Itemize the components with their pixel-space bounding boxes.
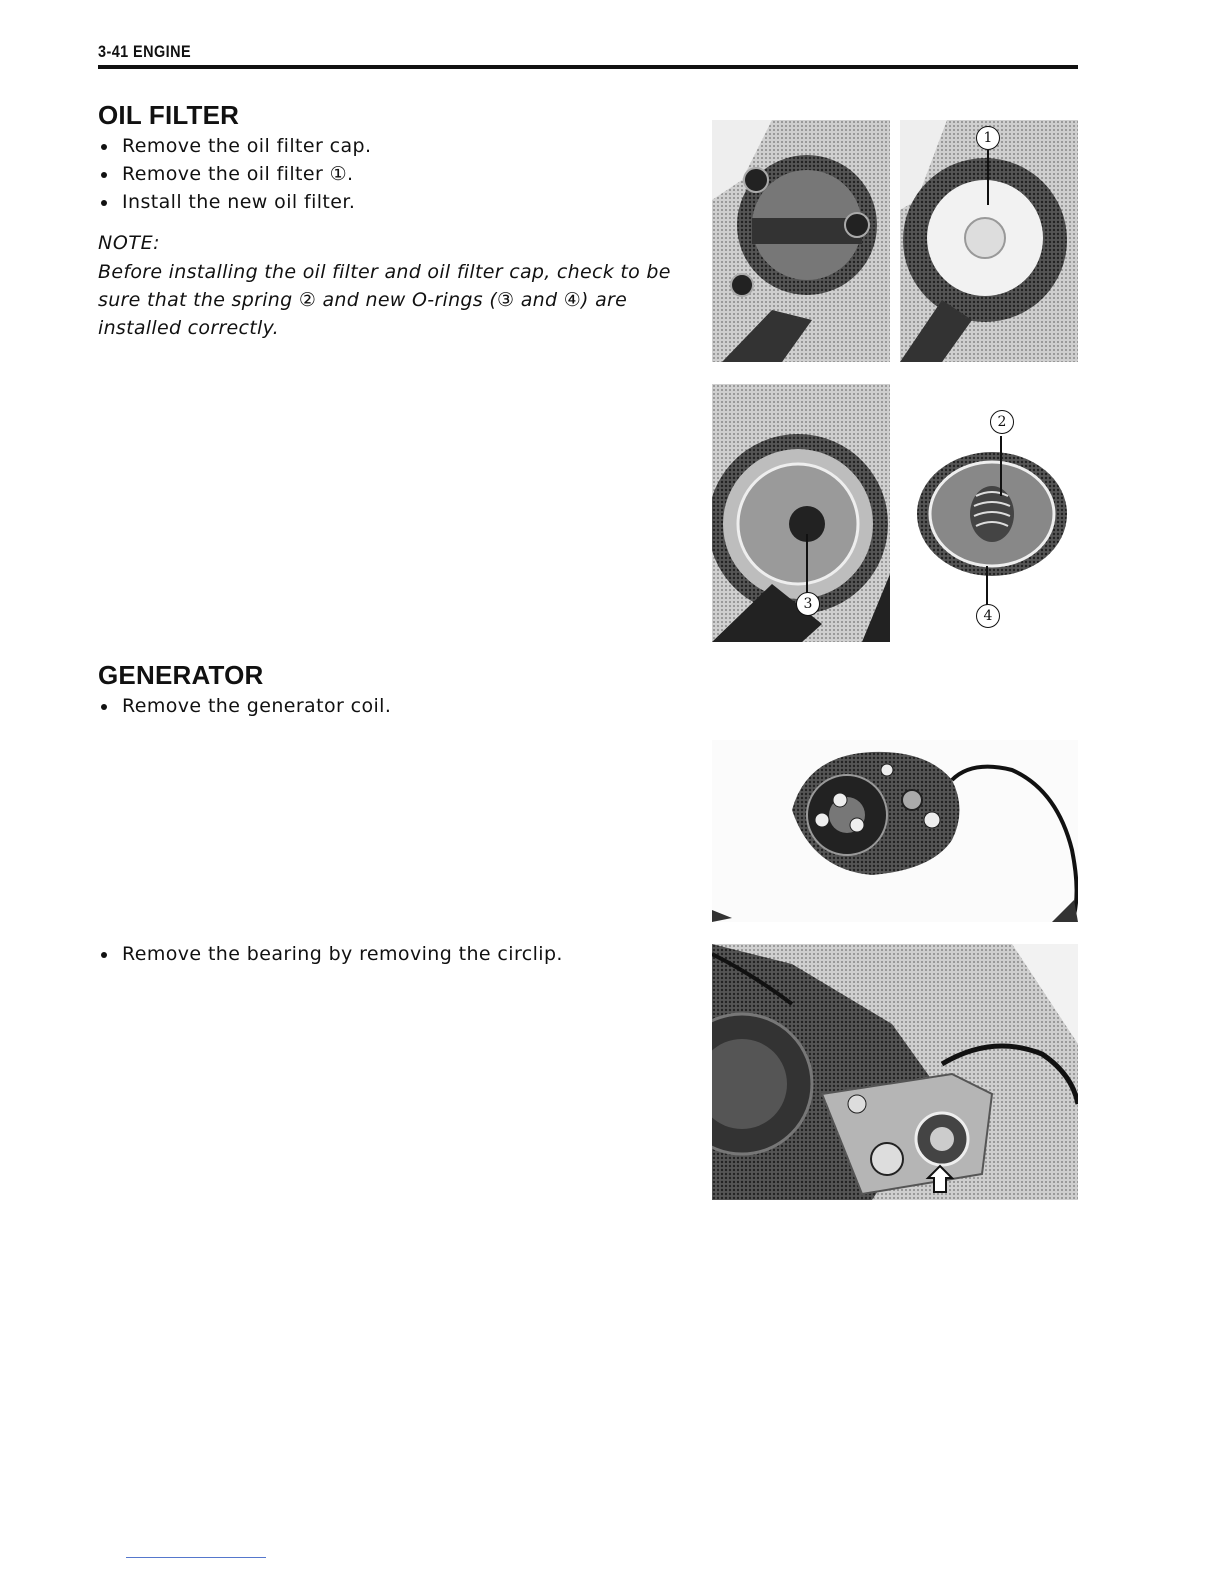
oil-filter-title: OIL FILTER [98, 100, 240, 130]
callout-4: 4 [976, 604, 1000, 628]
generator-step: Remove the generator coil. [98, 692, 391, 720]
page-header [98, 42, 1078, 72]
generator-step: Remove the bearing by removing the circlip. [98, 940, 563, 968]
generator-coil-photo [712, 740, 1078, 922]
callout-2: 2 [990, 410, 1014, 434]
callout-3: 3 [796, 592, 820, 616]
footer-rule [126, 1557, 266, 1558]
oil-filter-step: Install the new oil filter. [98, 188, 371, 216]
note-text: Before installing the oil filter and oil filter cap, check to be sure that the spring ② and new O-rings (③ and ④) are installed correctly. [98, 261, 671, 339]
oil-filter-photo [712, 120, 1078, 362]
header-rule [98, 65, 1078, 69]
oil-filter-step: Remove the oil filter cap. [98, 132, 371, 160]
page-header-text: 3-41 ENGINE [98, 42, 192, 61]
bearing-photo [712, 944, 1078, 1200]
bearing-step-list [98, 940, 563, 968]
oil-filter-steps [98, 132, 371, 216]
oil-filter-step: Remove the oil filter ①. [98, 160, 371, 188]
generator-title: GENERATOR [98, 660, 264, 690]
callout-1: 1 [976, 126, 1000, 150]
note-label: NOTE: [98, 232, 161, 254]
o-ring-spring-photo [712, 384, 1078, 642]
generator-step-list [98, 692, 391, 720]
